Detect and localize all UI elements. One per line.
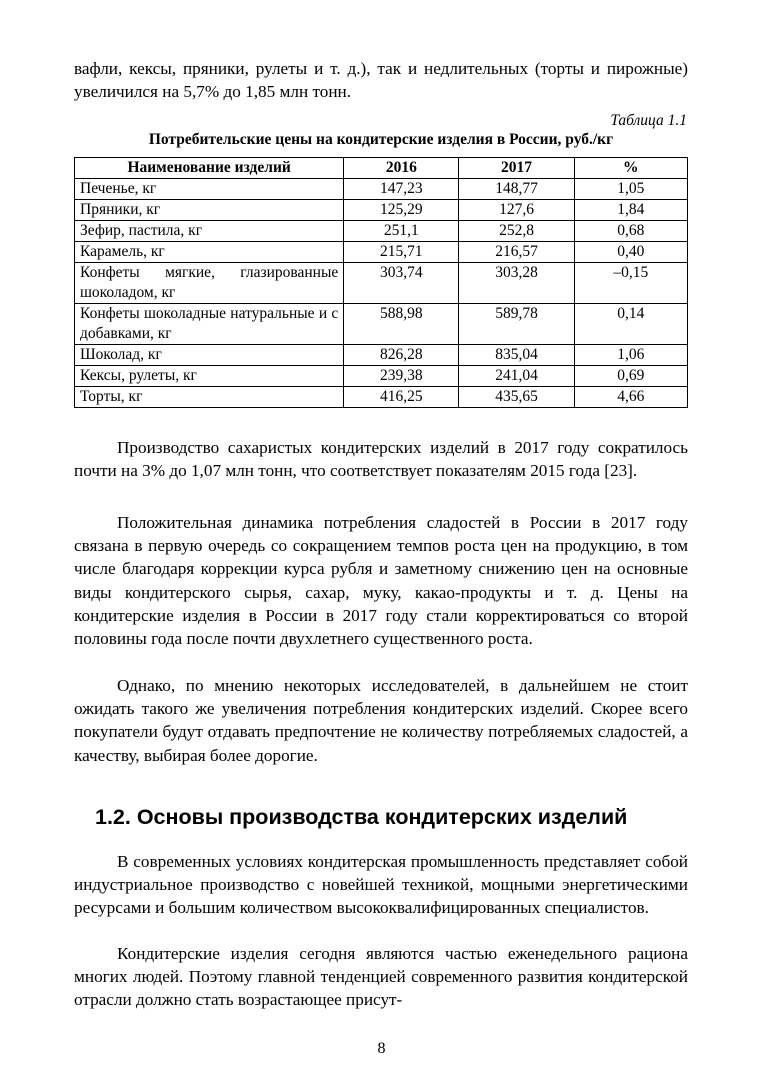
cell-percent: 0,69 bbox=[574, 366, 687, 387]
page-number: 8 bbox=[377, 1040, 386, 1057]
cell-2017: 216,57 bbox=[459, 242, 574, 263]
cell-percent: –0,15 bbox=[574, 263, 687, 304]
table-row bbox=[75, 263, 688, 304]
body-paragraph: Положительная динамика потребления сладостей в России в 2017 году связана в первую очередь со сокращением темпов роста цен на продукцию, в том числе благодаря коррекции курса рубля и заметному снижению цен на основные виды кондитерского сырья, сахар, муку, какао-продукты и т. д. Цены на кондитерские изделия в России в 2017 году стали корректироваться со второй половины года после почти двухлетнего существенного роста. bbox=[74, 513, 688, 649]
price-table bbox=[74, 157, 688, 408]
cell-2017: 589,78 bbox=[459, 304, 574, 345]
cell-name: Торты, кг bbox=[75, 387, 344, 408]
body-paragraph: Однако, по мнению некоторых исследователей, в дальнейшем не стоит ожидать такого же увеличения потребления кондитерских изделий. Скорее всего покупатели будут отдавать предпочтение не количеству потребляемых сладостей, а качеству, выбирая более дорогие. bbox=[74, 676, 688, 765]
cell-2016: 588,98 bbox=[344, 304, 459, 345]
table-row bbox=[75, 304, 688, 345]
cell-2016: 303,74 bbox=[344, 263, 459, 304]
body-paragraph: Производство сахаристых кондитерских изделий в 2017 году сократилось почти на 3% до 1,07 млн тонн, что соответствует показателям 2015 года [23]. bbox=[74, 438, 688, 481]
cell-percent: 0,14 bbox=[574, 304, 687, 345]
header-name: Наименование изделий bbox=[75, 158, 344, 179]
cell-name: Шоколад, кг bbox=[75, 345, 344, 366]
cell-percent: 0,68 bbox=[574, 221, 687, 242]
cell-name: Зефир, пастила, кг bbox=[75, 221, 344, 242]
cell-name: Пряники, кг bbox=[75, 200, 344, 221]
cell-2017: 835,04 bbox=[459, 345, 574, 366]
section-paragraph: Кондитерские изделия сегодня являются частью еженедельного рациона многих людей. Поэтому главной тенденцией современного развития кондитерской отрасли должно стать возрастающее присут- bbox=[74, 944, 688, 1010]
cell-2016: 125,29 bbox=[344, 200, 459, 221]
cell-percent: 0,40 bbox=[574, 242, 687, 263]
table-header-row bbox=[75, 158, 688, 179]
cell-percent: 4,66 bbox=[574, 387, 687, 408]
cell-2016: 251,1 bbox=[344, 221, 459, 242]
cell-2017: 303,28 bbox=[459, 263, 574, 304]
cell-2016: 826,28 bbox=[344, 345, 459, 366]
cell-2016: 416,25 bbox=[344, 387, 459, 408]
cell-2017: 127,6 bbox=[459, 200, 574, 221]
cell-percent: 1,84 bbox=[574, 200, 687, 221]
table-row bbox=[75, 221, 688, 242]
cell-name: Карамель, кг bbox=[75, 242, 344, 263]
cell-2017: 435,65 bbox=[459, 387, 574, 408]
section-paragraph: В современных условиях кондитерская промышленность представляет собой индустриальное производство с новейшей техникой, мощными энергетическими ресурсами и большим количеством высококвалифицированных специалистов. bbox=[74, 852, 688, 918]
table-row bbox=[75, 242, 688, 263]
section-heading: 1.2. Основы производства кондитерских изделий bbox=[95, 805, 628, 829]
table-row bbox=[75, 345, 688, 366]
cell-2016: 215,71 bbox=[344, 242, 459, 263]
header-percent: % bbox=[574, 158, 687, 179]
cell-name: Печенье, кг bbox=[75, 179, 344, 200]
header-2016: 2016 bbox=[344, 158, 459, 179]
cell-2017: 148,77 bbox=[459, 179, 574, 200]
cell-percent: 1,05 bbox=[574, 179, 687, 200]
cell-percent: 1,06 bbox=[574, 345, 687, 366]
table-row bbox=[75, 366, 688, 387]
cell-name: Кексы, рулеты, кг bbox=[75, 366, 344, 387]
cell-name: Конфеты шоколадные натуральные и с добавками, кг bbox=[75, 304, 344, 345]
table-row bbox=[75, 179, 688, 200]
table-row bbox=[75, 387, 688, 408]
header-2017: 2017 bbox=[459, 158, 574, 179]
cell-2016: 239,38 bbox=[344, 366, 459, 387]
table-title: Потребительские цены на кондитерские изделия в России, руб./кг bbox=[148, 131, 614, 148]
cell-name: Конфеты мягкие, глазированные шоколадом, кг bbox=[75, 263, 344, 304]
table-row bbox=[75, 200, 688, 221]
intro-paragraph: вафли, кексы, пряники, рулеты и т. д.), так и недлительных (торты и пирожные) увеличился на 5,7% до 1,85 млн тонн. bbox=[74, 59, 688, 102]
cell-2017: 252,8 bbox=[459, 221, 574, 242]
cell-2016: 147,23 bbox=[344, 179, 459, 200]
table-label: Таблица 1.1 bbox=[610, 112, 687, 129]
cell-2017: 241,04 bbox=[459, 366, 574, 387]
